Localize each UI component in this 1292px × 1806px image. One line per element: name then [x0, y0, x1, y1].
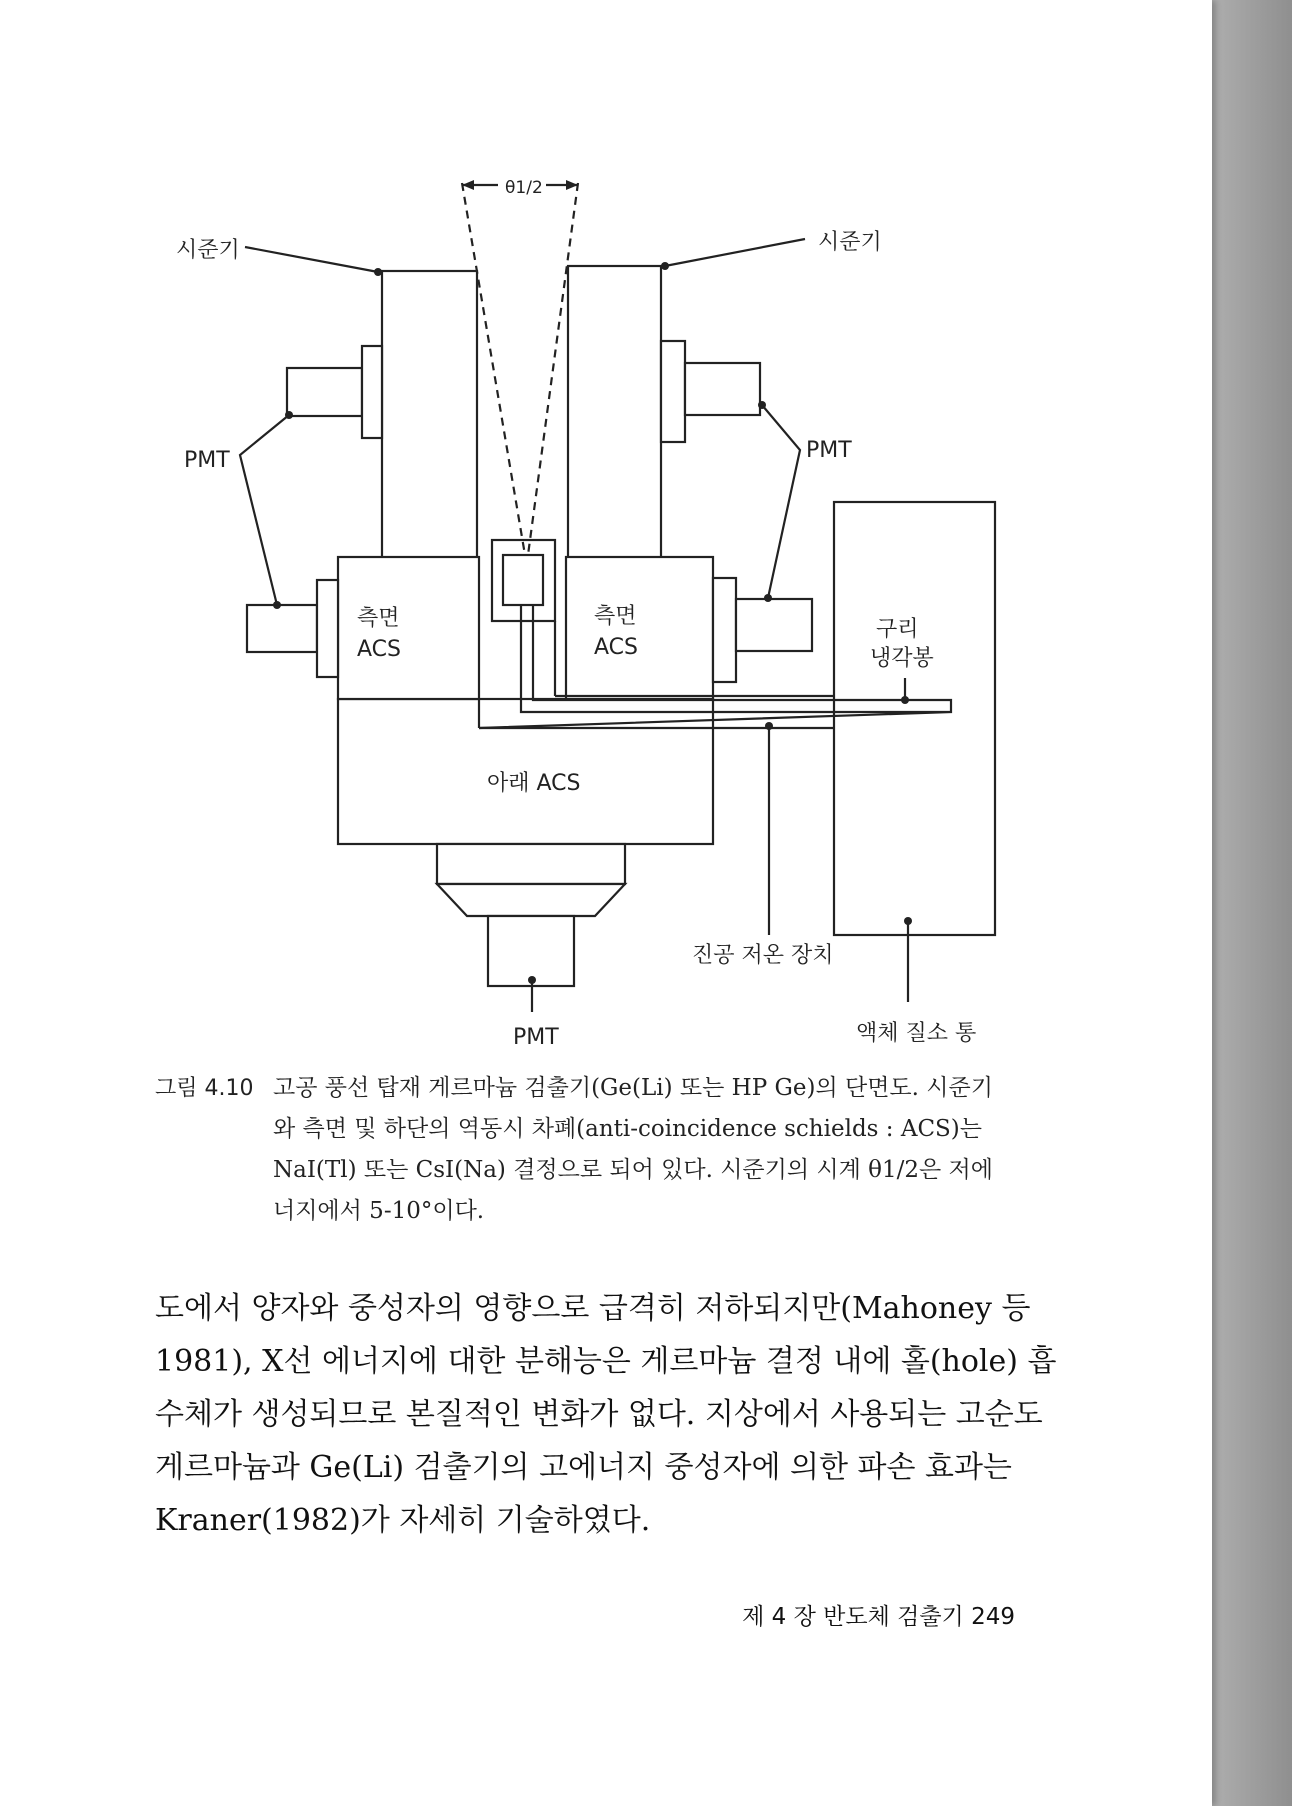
- figure-caption: [155, 1068, 1045, 1232]
- pmt-right-leader: [762, 405, 800, 598]
- liquid-nitrogen-label: 액체 질소 통: [856, 1021, 977, 1046]
- body-line-3: 수체가 생성되므로 본질적인 변화가 없다. 지상에서 사용되는 고순도: [155, 1397, 1043, 1432]
- side-acs-right-label-1: 측면: [594, 604, 637, 629]
- pmt-upper-right-tube: [685, 363, 760, 415]
- pmt-upper-left-base: [362, 346, 382, 438]
- pmt-left-label: PMT: [184, 448, 230, 473]
- caption-line-4: 너지에서 5-10°이다.: [273, 1198, 485, 1224]
- pmt-bottom-taper: [437, 884, 625, 916]
- body-line-5: Kraner(1982)가 자세히 기술하였다.: [155, 1503, 651, 1538]
- pmt-bottom-tube: [488, 916, 574, 986]
- collimator-right-leader: [665, 239, 805, 266]
- body-line-4: 게르마늄과 Ge(Li) 검출기의 고에너지 중성자에 의한 파손 효과는: [155, 1450, 1012, 1485]
- side-acs-left-label-2: ACS: [357, 637, 401, 662]
- bottom-acs-label: 아래 ACS: [487, 771, 581, 796]
- caption-line-3: NaI(Tl) 또는 CsI(Na) 결정으로 되어 있다. 시준기의 시계 θ1/2은 저에: [273, 1157, 993, 1183]
- collimator-left-label: 시준기: [176, 238, 240, 263]
- body-line-2: 1981), X선 에너지에 대한 분해능은 게르마늄 결정 내에 홀(hole) 흡: [155, 1344, 1057, 1379]
- collimator-left-leader: [245, 247, 378, 272]
- figure-number: 그림 4.10: [155, 1076, 254, 1101]
- copper-rod-label-2: 냉각봉: [870, 646, 934, 671]
- collimator-right-label: 시준기: [818, 230, 882, 255]
- pmt-upper-right-base: [661, 341, 685, 442]
- side-acs-right-label-2: ACS: [594, 635, 638, 660]
- theta-label: θ1/2: [505, 178, 543, 198]
- pmt-lower-left-tube: [247, 605, 317, 652]
- liquid-nitrogen-dewar: [834, 502, 995, 935]
- germanium-crystal: [503, 555, 543, 605]
- copper-rod-label-1: 구리: [876, 617, 919, 642]
- pmt-bottom-base: [437, 844, 625, 884]
- side-acs-right-block: [566, 557, 713, 699]
- pmt-left-leader: [240, 415, 289, 605]
- pmt-lower-left-base: [317, 580, 338, 677]
- caption-line-1: 고공 풍선 탑재 게르마늄 검출기(Ge(Li) 또는 HP Ge)의 단면도. 시준기: [273, 1075, 993, 1101]
- pmt-upper-left-tube: [287, 368, 362, 416]
- pmt-lower-right-base: [713, 578, 736, 682]
- pmt-bottom-label: PMT: [513, 1025, 559, 1050]
- vacuum-device-label: 진공 저온 장치: [692, 943, 834, 968]
- pmt-lower-right-tube: [736, 599, 812, 651]
- pmt-right-label: PMT: [806, 438, 852, 463]
- body-paragraph: [155, 1282, 1057, 1547]
- caption-line-2: 와 측면 및 하단의 역동시 차폐(anti-coincidence schields : ACS)는: [273, 1116, 982, 1142]
- side-acs-left-label-1: 측면: [357, 606, 400, 631]
- page-footer: 제 4 장 반도체 검출기 249: [742, 1604, 1015, 1630]
- body-line-1: 도에서 양자와 중성자의 영향으로 급격히 저하되지만(Mahoney 등: [155, 1291, 1031, 1326]
